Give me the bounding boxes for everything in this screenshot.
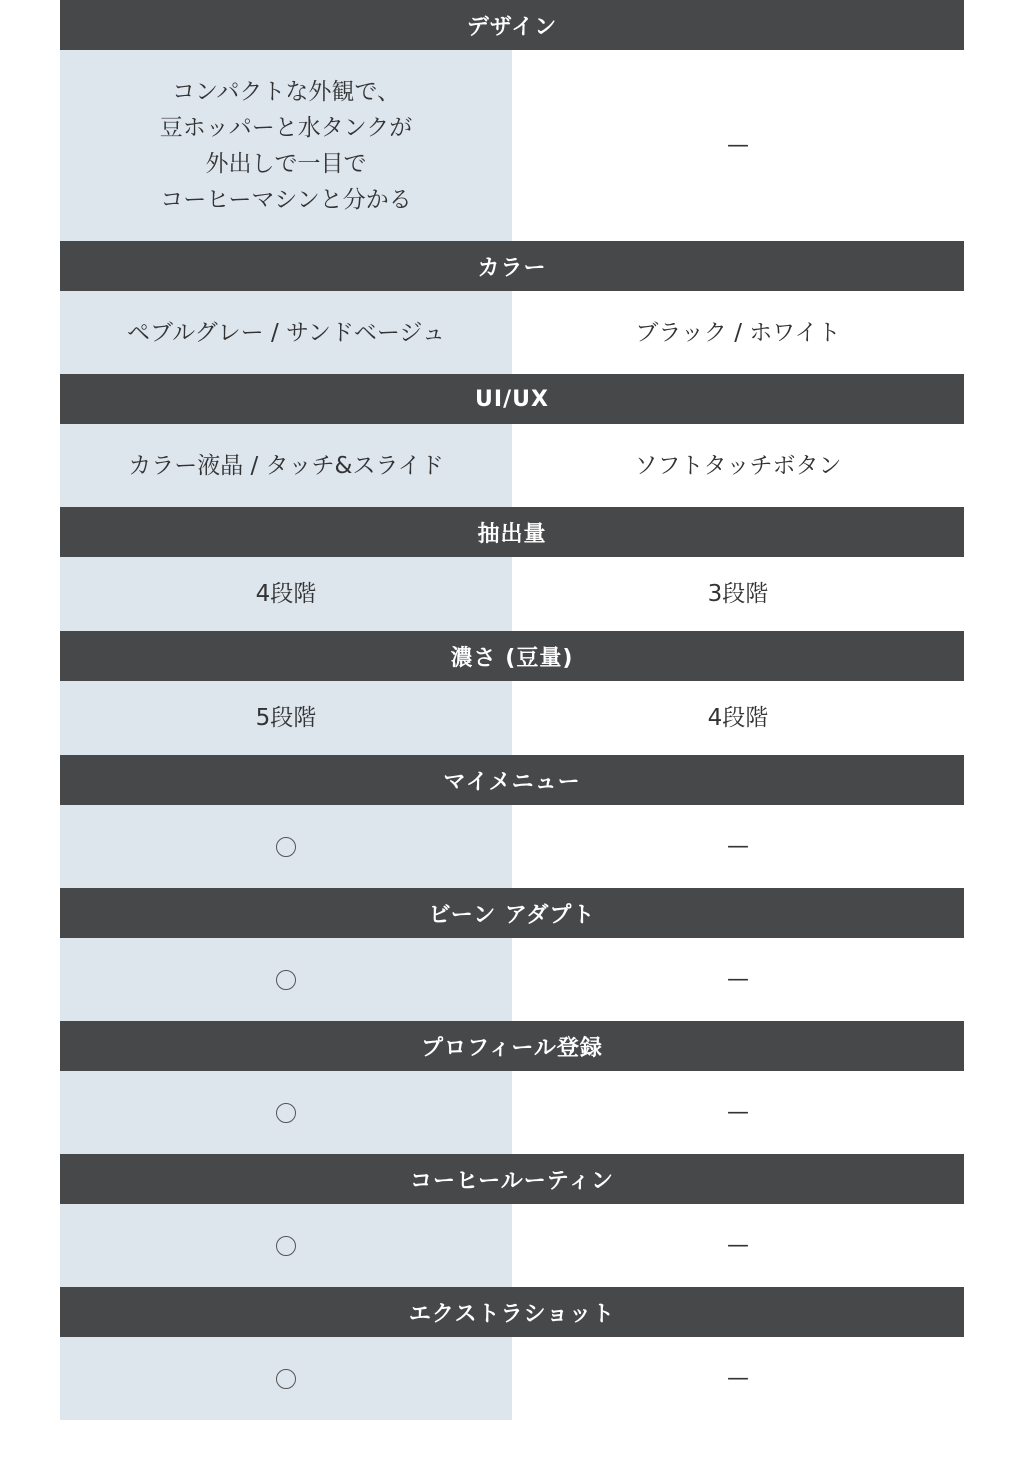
table-row (60, 424, 964, 507)
circle-mark-icon (276, 1369, 296, 1389)
section-header-extraction-volume: 抽出量 (60, 507, 964, 557)
dash-mark: — (727, 966, 749, 992)
cell-text: 3段階 (707, 581, 769, 607)
cell-text: ブラック / ホワイト (635, 319, 841, 346)
left-cell (60, 681, 512, 755)
cell-text: ペブルグレー / サンドベージュ (127, 319, 445, 346)
cell-text: コンパクトな外観で、 豆ホッパーと水タンクが 外出しで一目で コーヒーマシンと分かる (159, 78, 413, 213)
section-header-uiux: UI/UX (60, 374, 964, 424)
table-row (60, 1071, 964, 1154)
section-header-profile-registration: プロフィール登録 (60, 1021, 964, 1071)
table-row (60, 291, 964, 374)
right-cell (512, 424, 964, 507)
left-cell (60, 424, 512, 507)
right-cell (512, 938, 964, 1021)
section-header-strength: 濃さ (豆量) (60, 631, 964, 681)
table-row (60, 1337, 964, 1420)
dash-mark: — (727, 1232, 749, 1258)
right-cell (512, 1337, 964, 1420)
cell-text: ソフトタッチボタン (634, 452, 842, 479)
circle-mark-icon (276, 1236, 296, 1256)
section-header-bean-adapt: ビーン アダプト (60, 888, 964, 938)
left-cell (60, 50, 512, 241)
left-cell (60, 557, 512, 631)
circle-mark-icon (276, 1103, 296, 1123)
cell-text: 4段階 (707, 705, 769, 731)
right-cell (512, 291, 964, 374)
comparison-table (60, 0, 964, 1420)
cell-text: 4段階 (255, 581, 317, 607)
circle-mark-icon (276, 970, 296, 990)
section-header-color: カラー (60, 241, 964, 291)
dash-mark: — (727, 1099, 749, 1125)
section-header-design: デザイン (60, 0, 964, 50)
table-row (60, 557, 964, 631)
section-header-extra-shot: エクストラショット (60, 1287, 964, 1337)
dash-mark: — (727, 132, 749, 158)
right-cell (512, 681, 964, 755)
table-row (60, 938, 964, 1021)
circle-mark-icon (276, 837, 296, 857)
cell-text: カラー液晶 / タッチ&スライド (128, 452, 444, 479)
section-header-coffee-routine: コーヒールーティン (60, 1154, 964, 1204)
left-cell (60, 1337, 512, 1420)
left-cell (60, 1204, 512, 1287)
dash-mark: — (727, 1365, 749, 1391)
table-row (60, 50, 964, 241)
cell-text: 5段階 (255, 705, 317, 731)
left-cell (60, 938, 512, 1021)
right-cell (512, 1204, 964, 1287)
table-row (60, 1204, 964, 1287)
right-cell (512, 557, 964, 631)
table-row (60, 681, 964, 755)
right-cell (512, 805, 964, 888)
left-cell (60, 291, 512, 374)
left-cell (60, 805, 512, 888)
left-cell (60, 1071, 512, 1154)
section-header-my-menu: マイメニュー (60, 755, 964, 805)
right-cell (512, 1071, 964, 1154)
right-cell (512, 50, 964, 241)
dash-mark: — (727, 833, 749, 859)
table-row (60, 805, 964, 888)
